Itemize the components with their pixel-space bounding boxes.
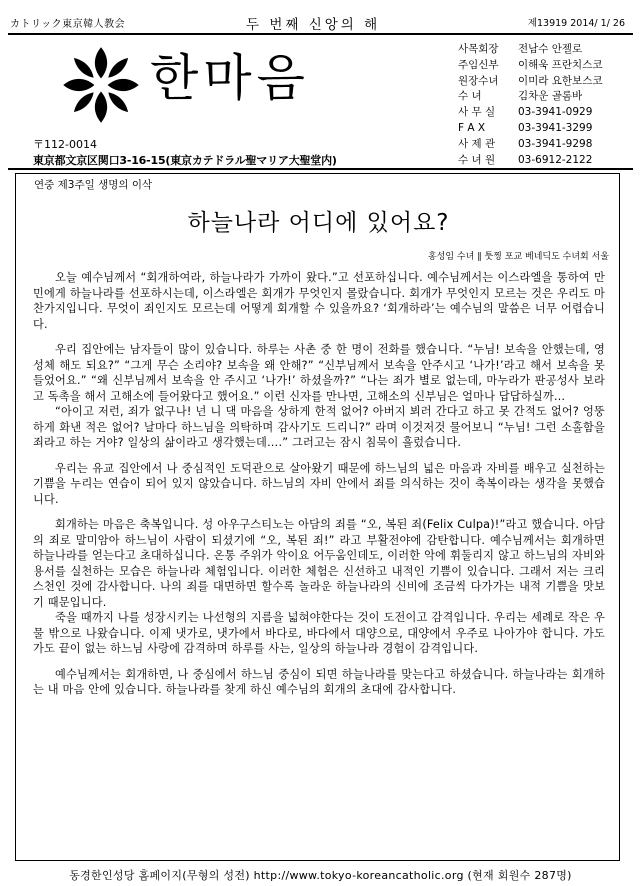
staff-row	[458, 74, 602, 90]
article-body	[33, 270, 605, 698]
staff-name: 03-6912-2122	[518, 153, 593, 166]
article-box	[15, 173, 620, 861]
top-header-row	[10, 13, 631, 33]
top-divider	[8, 33, 633, 35]
article-headline: 하늘나라 어디에 있어요?	[187, 210, 450, 236]
church-logo-icon	[60, 44, 142, 126]
footer-homepage: 동경한인성당 홈페이지(무형의 성전) http://www.tokyo-koreancatholic.org (현재 회원수 287명)	[69, 869, 572, 882]
staff-role: 사 제 관	[458, 137, 496, 150]
staff-role: 원장수녀	[458, 74, 499, 87]
issue-date: 제13919 2014/ 1/ 26	[527, 18, 625, 29]
staff-name: 03-3941-3299	[518, 121, 593, 134]
staff-name: 03-3941-9298	[518, 137, 593, 150]
staff-row	[458, 89, 602, 105]
article-paragraph: 죽을 때까지 나를 성장시키는 나선형의 지름을 넓혀야한다는 것이 도전이고 감격입니다. 우리는 세례로 작은 우물 밖으로 나왔습니다. 이제 냇가로, 냇가에서 바다로, 바다에서 대양으로, 대양에서 우주로 나아가야 합니다. 가도 가도 끝이 없는 하느님 사랑에 감격하며 하루를 사는, 일상의 하늘나라 경험이 감격입니다.	[33, 611, 605, 655]
staff-row	[458, 121, 602, 137]
staff-name: 이해욱 프란치스코	[518, 58, 603, 71]
staff-name: 김차운 골롬바	[518, 90, 583, 103]
staff-role: 사목회장	[458, 43, 499, 55]
staff-role: 수 녀	[458, 90, 482, 103]
article-paragraph: 예수님께서는 회개하면, 나 중심에서 하느님 중심이 되면 하늘나라를 맞는다고 하셨습니다. 하늘나라는 회개하는 내 마음 안에 있습니다. 하늘나라를 찾게 하신 예수님의 회개의 초대에 감사합니다.	[33, 667, 605, 696]
staff-row	[458, 153, 602, 169]
article-kicker: 연중 제3주일 생명의 이삭	[34, 179, 153, 191]
header-bottom-divider	[8, 168, 633, 170]
article-byline: 홍성임 수녀 ∥ 툿찡 포교 베네딕도 수녀회 서울	[427, 252, 609, 262]
staff-role: 수 녀 원	[458, 153, 496, 166]
newsletter-title: 한마음	[150, 49, 310, 107]
article-paragraph: 우리는 유교 집안에서 나 중심적인 도덕관으로 살아왔기 때문에 하느님의 넓은 마음과 자비를 배우고 실천하는 기쁨을 누리는 연습이 되어 있지 않았습니다. 하느님의 자비 안에서 죄를 의식하는 것이 축복이라는 생각을 못했습니다.	[33, 461, 605, 506]
staff-role: 주임신부	[458, 58, 499, 71]
staff-name: 03-3941-0929	[518, 106, 593, 119]
staff-row	[458, 58, 602, 74]
article-paragraph: 오늘 예수님께서 “회개하여라, 하늘나라가 가까이 왔다.”고 선포하십니다. 예수님께서는 이스라엘을 통하여 만민에게 하늘나라를 선포하시는데, 이스라엘은 회개가 무엇인지 몰랐습니다. 회개가 무엇인지 모르는 것은 우리도 마찬가지입니다. 무엇이 죄인지도 모르는데 어떻게 회개할 수 있을까요? ‘회개하라’는 예수님의 말씀은 너무 어렵습니다.	[33, 271, 605, 331]
postal-code: 〒112-0014	[33, 138, 97, 151]
staff-role: F A X	[458, 121, 486, 134]
year-theme: 두 번째 신앙의 해	[246, 17, 381, 33]
article-paragraph: “아이고 저런, 죄가 없구나! 넌 니 댁 마음을 상하게 한적 없어? 아버지 뵈러 간다고 하고 못 간적도 없어? 엉뚱하게 화낸 적은 없어? 날마다 하느님을 의탁하며 감사기도 드리니?” 라며 이것저것 물어보니 “누님! 그런 소홀함을 죄라고 하는 거야? 일상의 삶이라고 생각했는데….” 그러고는 잠시 침묵이 흘렀습니다.	[33, 405, 605, 449]
article-paragraph: 회개하는 마음은 축복입니다. 성 아우구스티노는 아담의 죄를 “오, 복된 죄(Felix Culpa)!”라고 했습니다. 아담의 죄로 말미암아 하느님이 사람이 되셨기에 “오, 복된 죄!” 라고 부활전야에 감탄합니다. 예수님께서는 회개하면 하늘나라를 얻는다고 초대하십니다. 온통 주위가 악이요 어두움인데도, 이러한 악에 휘둘리지 않고 하느님의 자비와 용서를 실천하는 모습은 하늘나라 체험입니다. 이러한 체험은 신선하고 내적인 기쁨이 있습니다. 그래서 저는 크리스천인 것에 감사합니다. 나의 죄를 대면하면 할수록 놀라운 하늘나라의 신비에 조금씩 다가가는 내적 기쁨을 맛보기 때문입니다.	[33, 518, 605, 609]
church-name: カトリック東京韓人教会	[10, 19, 126, 30]
staff-role: 사 무 실	[458, 106, 496, 119]
staff-list	[458, 42, 602, 168]
staff-row	[458, 137, 602, 153]
staff-name: 전남수 안젤로	[518, 43, 583, 55]
article-paragraph: 우리 집안에는 남자들이 많이 있습니다. 하루는 사촌 중 한 명이 전화를 했습니다. “누님! 보속을 안했는데, 영성체 해도 되요?” “그게 무슨 소리야? 보속을 왜 안해?” “신부님께서 보속을 안주시고 ‘나가!’라고 해서 보속을 못 들었어요.” “왜 신부님께서 보속을 안 주시고 ‘나가!’ 하셨을까?” “나는 죄가 별로 없는데, 마누라가 판공성사 보라고 독촉을 해서 고해소에 들어왔다고 했어요.” 이런 신자를 만나면, 고해소의 신부님은 얼마나 답답하실까…	[33, 343, 605, 403]
staff-row	[458, 105, 602, 121]
staff-row	[458, 42, 602, 58]
staff-name: 이미라 요한보스코	[518, 74, 603, 87]
address-line: 東京都文京区関口3-16-15(東京カテドラル聖マリア大聖堂内)	[33, 154, 337, 167]
